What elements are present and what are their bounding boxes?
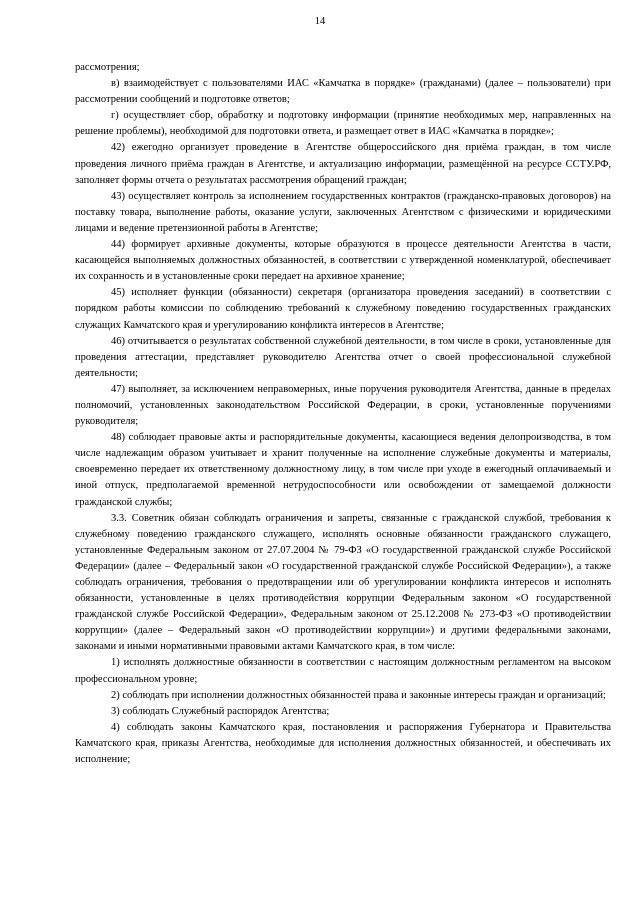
paragraph: 46) отчитывается о результатах собственной служебной деятельности, в том числе в сроки, установленные для проведения аттестации, представляет руководителю Агентства отчет о своей профессиональной служебной деятельности; bbox=[75, 335, 611, 379]
paragraph: 45) исполняет функции (обязанности) секретаря (организатора проведения заседаний) в соответствии с порядком работы комиссии по соблюдению требований к служебному поведению государственных гражданских служащих Камчатского края и урегулированию конфликта интересов в Агентстве; bbox=[75, 287, 611, 331]
paragraph: г) осуществляет сбор, обработку и подготовку информации (принятие необходимых мер, направленных на решение проблемы), необходимой для подготовки ответа, и размещает ответ в ИАС «Камчатка в порядке»; bbox=[75, 110, 611, 138]
page-number: 14 bbox=[314, 16, 326, 27]
paragraph: 47) выполняет, за исключением неправомерных, иные поручения руководителя Агентства, данные в пределах полномочий, установленных законодательством Российской Федерации, в сроки, установленные поручениями руководителя; bbox=[75, 383, 611, 428]
document-body bbox=[75, 60, 611, 768]
paragraph: 44) формирует архивные документы, которые образуются в процессе деятельности Агентства в части, касающейся выполняемых должностных обязанностей, в соответствии с утвержденной номенклатурой, обеспечивает их сохранность и в установленные сроки передает на архивное хранение; bbox=[75, 239, 611, 283]
paragraph: 42) ежегодно организует проведение в Агентстве общероссийского дня приёма граждан, в том числе проведения личного приёма граждан в Агентстве, и актуализацию информации, размещённой на ресурсе ССТУ.РФ, заполняет формы отчета о результатах рассмотрения обращений граждан; bbox=[75, 142, 611, 186]
paragraph: рассмотрения; bbox=[75, 62, 140, 73]
paragraph: 2) соблюдать при исполнении должностных обязанностей права и законные интересы граждан и организаций; bbox=[111, 689, 606, 701]
paragraph: 48) соблюдает правовые акты и распорядительные документы, касающиеся ведения делопроизводства, в том числе надлежащим образом учитывает и хранит полученные на исполнение служебные документы и материалы, своевременно передает их ответственному должностному лицу, в том числе при уходе в ежегодный оплачиваемый и иной отпуск, предполагаемой временной нетрудоспособности или освобождении от замещаемой должности гражданской службы; bbox=[75, 432, 611, 508]
paragraph: 43) осуществляет контроль за исполнением государственных контрактов (гражданско-правовых договоров) на поставку товара, выполнение работы, оказание услуги, заключенных Агентством с физическими и юридическими лицами и ведение претензионной работы в Агентстве; bbox=[75, 190, 611, 234]
paragraph: в) взаимодействует с пользователями ИАС «Камчатка в порядке» (гражданами) (далее – пользователи) при рассмотрении сообщений и подготовке ответов; bbox=[75, 78, 611, 106]
paragraph: 1) исполнять должностные обязанности в соответствии с настоящим должностным регламентом на высоком профессиональном уровне; bbox=[75, 657, 611, 685]
paragraph: 4) соблюдать законы Камчатского края, постановления и распоряжения Губернатора и Правительства Камчатского края, приказы Агентства, необходимые для исполнения должностных обязанностей, и обеспечивать их исполнение; bbox=[75, 721, 611, 766]
paragraph: 3) соблюдать Служебный распорядок Агентства; bbox=[111, 705, 330, 717]
paragraph: 3.3. Советник обязан соблюдать ограничения и запреты, связанные с гражданской службой, требования к служебному поведению гражданского служащего, исполнять основные обязанности гражданского служащего, установленные Федеральным законом от 27.07.2004 № 79-ФЗ «О государственной гражданской службе Российской Федерации» (далее – Федеральный закон «О государственной гражданской службе Российской Федерации»), а также соблюдать ограничения, требования о предотвращении или об урегулировании конфликта интересов и исполнять обязанности, установленные в целях противодействия коррупции Федеральным законом «О государственной гражданской службе Российской Федерации», Федеральным законом от 25.12.2008 № 273-ФЗ «О противодействии коррупции» (далее – Федеральный закон «О противодействии коррупции») и другими федеральными законами, законами и иными нормативными правовыми актами Камчатского края, в том числе: bbox=[75, 512, 611, 653]
